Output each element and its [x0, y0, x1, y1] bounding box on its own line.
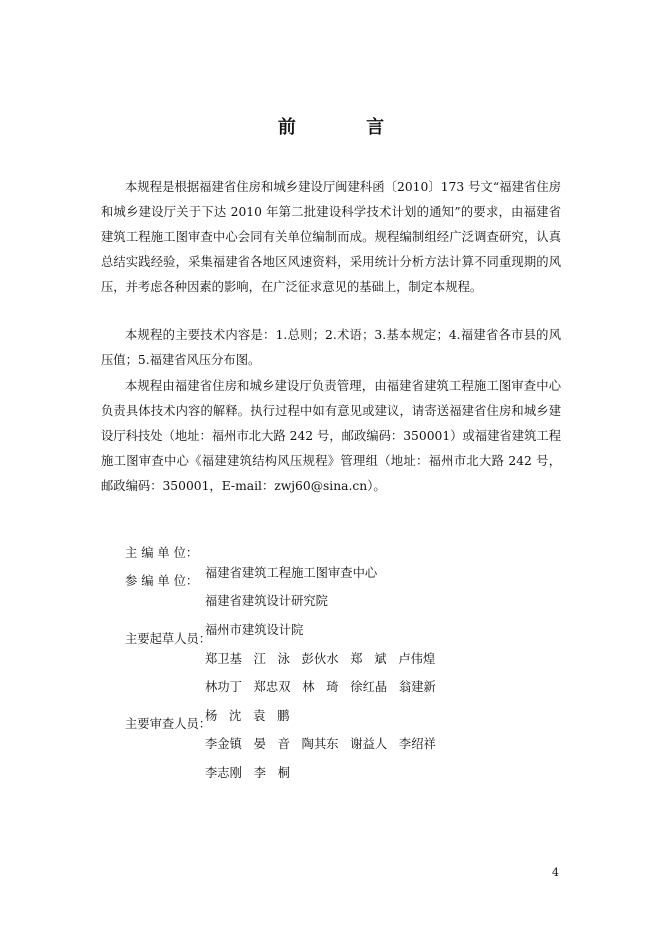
credit-label: 主要起草人员：	[125, 632, 212, 646]
credit-value: 李志刚 李 桐	[205, 766, 290, 780]
credit-label: 主 编 单 位：	[125, 546, 199, 560]
credit-label: 参 编 单 位：	[125, 574, 199, 588]
credit-label: 主要审查人员：	[125, 717, 212, 731]
credit-value: 李金镇 晏 音 陶其东 谢益人 李绍祥	[205, 737, 436, 751]
credit-value: 福建省建筑工程施工图审查中心	[205, 566, 378, 580]
credit-value: 杨 沈 袁 鹏	[205, 709, 290, 723]
credit-row-drafters-3	[125, 666, 290, 723]
page-title: 前 言	[277, 117, 417, 138]
preface-paragraph-3: 本规程由福建省住房和城乡建设厅负责管理，由福建省建筑工程施工图审查中心负责具体技术内容的解释。执行过程中如有意见或建议，请寄送福建省住房和城乡建设厅科技处（地址：福州市北大路 242 号，邮政编码：350001）或福建省建筑工程施工图审查中心《福建建筑结构风压规程》管理组（地址：福州市北大路 242 号，邮政编码：350001，E-mail：zwj60@sina.cn）。	[101, 379, 561, 493]
credit-value: 林功丁 郑忠双 林 琦 徐红晶 翁建新	[205, 680, 436, 694]
credit-value: 福州市建筑设计院	[205, 623, 304, 637]
credit-value: 福建省建筑设计研究院	[205, 594, 328, 608]
preface-paragraph-1: 本规程是根据福建省住房和城乡建设厅闽建科函〔2010〕173 号文“福建省住房和城乡建设厅关于下达 2010 年第二批建设科学技术计划的通知”的要求，由福建省建筑工程施工图审查中心会同有关单位编制而成。规程编制组经广泛调查研究，认真总结实践经验，采集福建省各地区风速资料，采用统计分析方法计算不同重现期的风压，并考虑各种因素的影响，在广泛征求意见的基础上，制定本规程。	[101, 180, 561, 294]
credit-row-chief-editor-unit	[125, 523, 378, 580]
page-number: 4	[552, 866, 559, 879]
preface-paragraph-2: 本规程的主要技术内容是：1.总则；2.术语；3.基本规定；4.福建省各市县的风压值；5.福建省风压分布图。	[101, 328, 561, 367]
credit-value: 郑卫基 江 泳 彭伙水 郑 斌 卢伟煌	[205, 652, 436, 666]
